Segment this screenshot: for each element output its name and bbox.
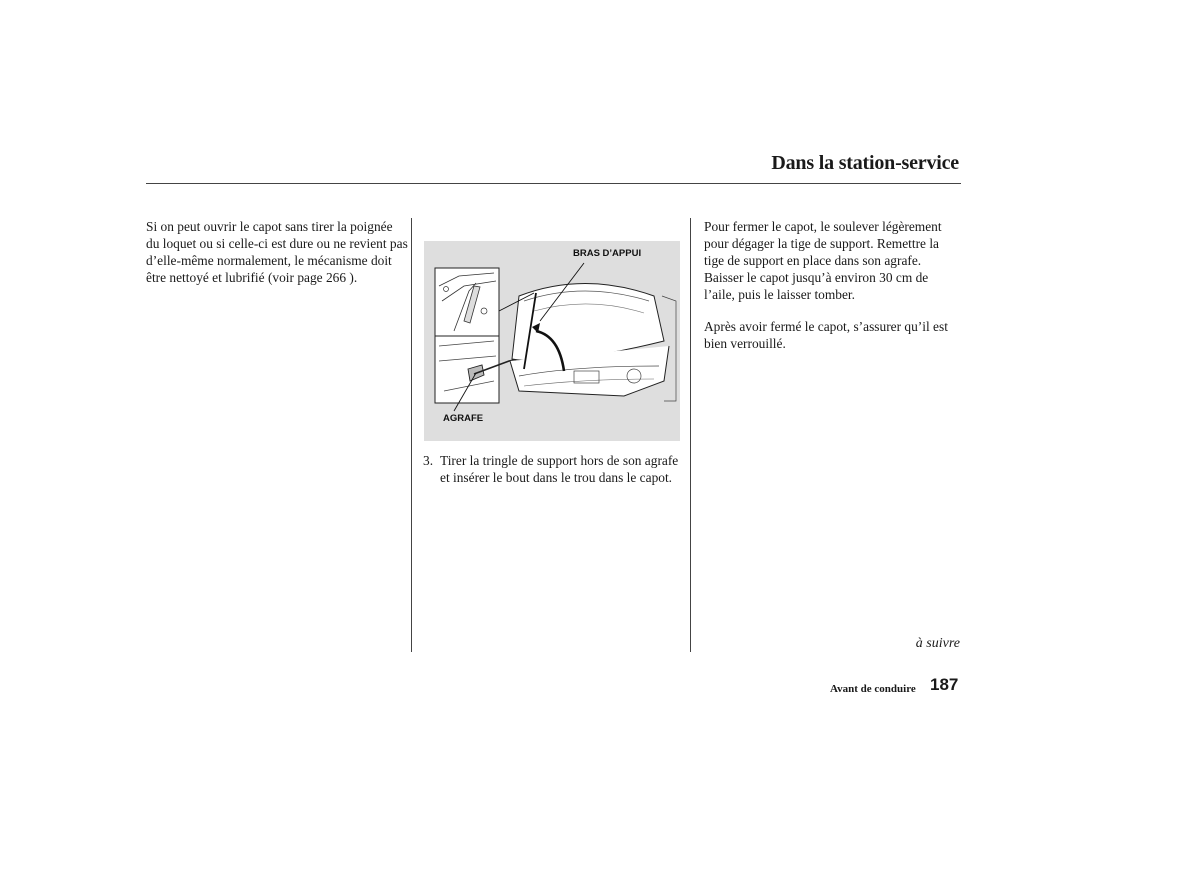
hood-support-illustration [424, 241, 680, 441]
clip-label: AGRAFE [443, 413, 484, 424]
page-title: Dans la station-service [771, 152, 959, 174]
footer-section-title: Avant de conduire [830, 683, 916, 695]
column-divider-left [411, 218, 412, 652]
hood-locked-paragraph: Après avoir fermé le capot, s’assurer qu’il est bien verrouillé. [704, 319, 948, 351]
support-arm-label: BRAS D’APPUI [573, 248, 642, 259]
page-number: 187 [930, 675, 959, 694]
header-rule [146, 183, 961, 184]
closing-hood-paragraph: Pour fermer le capot, le soulever légèrement pour dégager la tige de support. Remettre la tige de support en place dans son agrafe. Baisser le capot jusqu’à environ 30 cm de l’aile, puis le laisser tomber. [704, 219, 942, 302]
step-number: 3. [423, 453, 434, 468]
column-divider-right [690, 218, 691, 652]
hood-latch-paragraph: Si on peut ouvrir le capot sans tirer la poignée du loquet ou si celle-ci est dure ou ne revient pas d’elle-même normalement, le mécanisme doit être nettoyé et lubrifié (voir page 266 ). [146, 219, 408, 285]
continued-note: à suivre [915, 636, 960, 651]
step-text: Tirer la tringle de support hors de son agrafe et insérer le bout dans le trou dans le capot. [440, 453, 679, 485]
step-3 [423, 452, 683, 486]
hood-support-drawing [424, 241, 680, 441]
